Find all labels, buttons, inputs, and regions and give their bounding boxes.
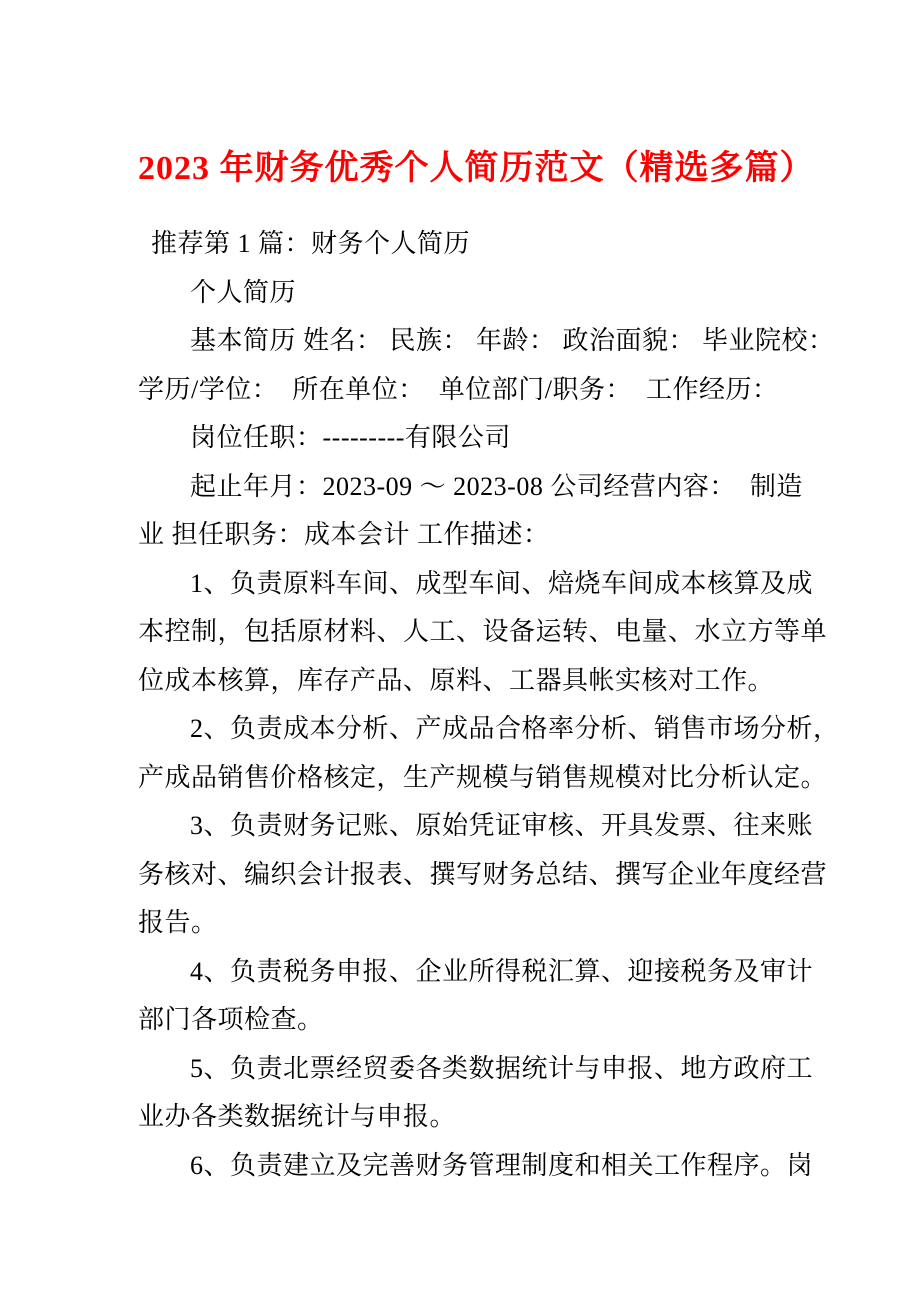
text-line: 本控制，包括原材料、人工、设备运转、电量、水立方等单 — [138, 617, 828, 646]
text-line: 学历/学位： 所在单位： 单位部门/职务： 工作经历： — [138, 374, 779, 404]
text-line: 务核对、编织会计报表、撰写财务总结、撰写企业年度经营 — [138, 859, 828, 889]
document-body — [0, 220, 920, 1190]
text-line: 起止年月：2023-09 ～ 2023-08 公司经营内容： 制造 — [190, 471, 803, 501]
text-line: 基本简历 姓名： 民族： 年龄： 政治面貌： 毕业院校： — [190, 326, 835, 355]
text-line: 业 担任职务：成本会计 工作描述： — [138, 520, 550, 549]
text-line: 业办各类数据统计与申报。 — [138, 1102, 457, 1131]
text-line: 报告。 — [138, 908, 218, 937]
text-line: 产成品销售价格核定，生产规模与销售规模对比分析认定。 — [138, 762, 828, 792]
text-line: 位成本核算，库存产品、原料、工器具帐实核对工作。 — [138, 665, 775, 695]
text-line: 个人简历 — [190, 277, 297, 307]
text-line: 部门各项检查。 — [138, 1005, 324, 1034]
text-line: 1、负责原料车间、成型车间、焙烧车间成本核算及成 — [190, 568, 814, 598]
text-line: 岗位任职：---------有限公司 — [190, 423, 511, 452]
text-line: 2、负责成本分析、产成品合格率分析、销售市场分析， — [190, 714, 840, 743]
text-line: 6、负责建立及完善财务管理制度和相关工作程序。岗 — [190, 1150, 814, 1180]
text-line: 4、负责税务申报、企业所得税汇算、迎接税务及审计 — [190, 956, 814, 986]
text-line: 推荐第 1 篇：财务个人简历 — [151, 229, 471, 258]
document-title: 2023 年财务优秀个人简历范文（精选多篇） — [138, 150, 815, 187]
text-line: 5、负责北票经贸委各类数据统计与申报、地方政府工 — [190, 1053, 814, 1083]
text-line: 3、负责财务记账、原始凭证审核、开具发票、往来账 — [190, 811, 814, 840]
